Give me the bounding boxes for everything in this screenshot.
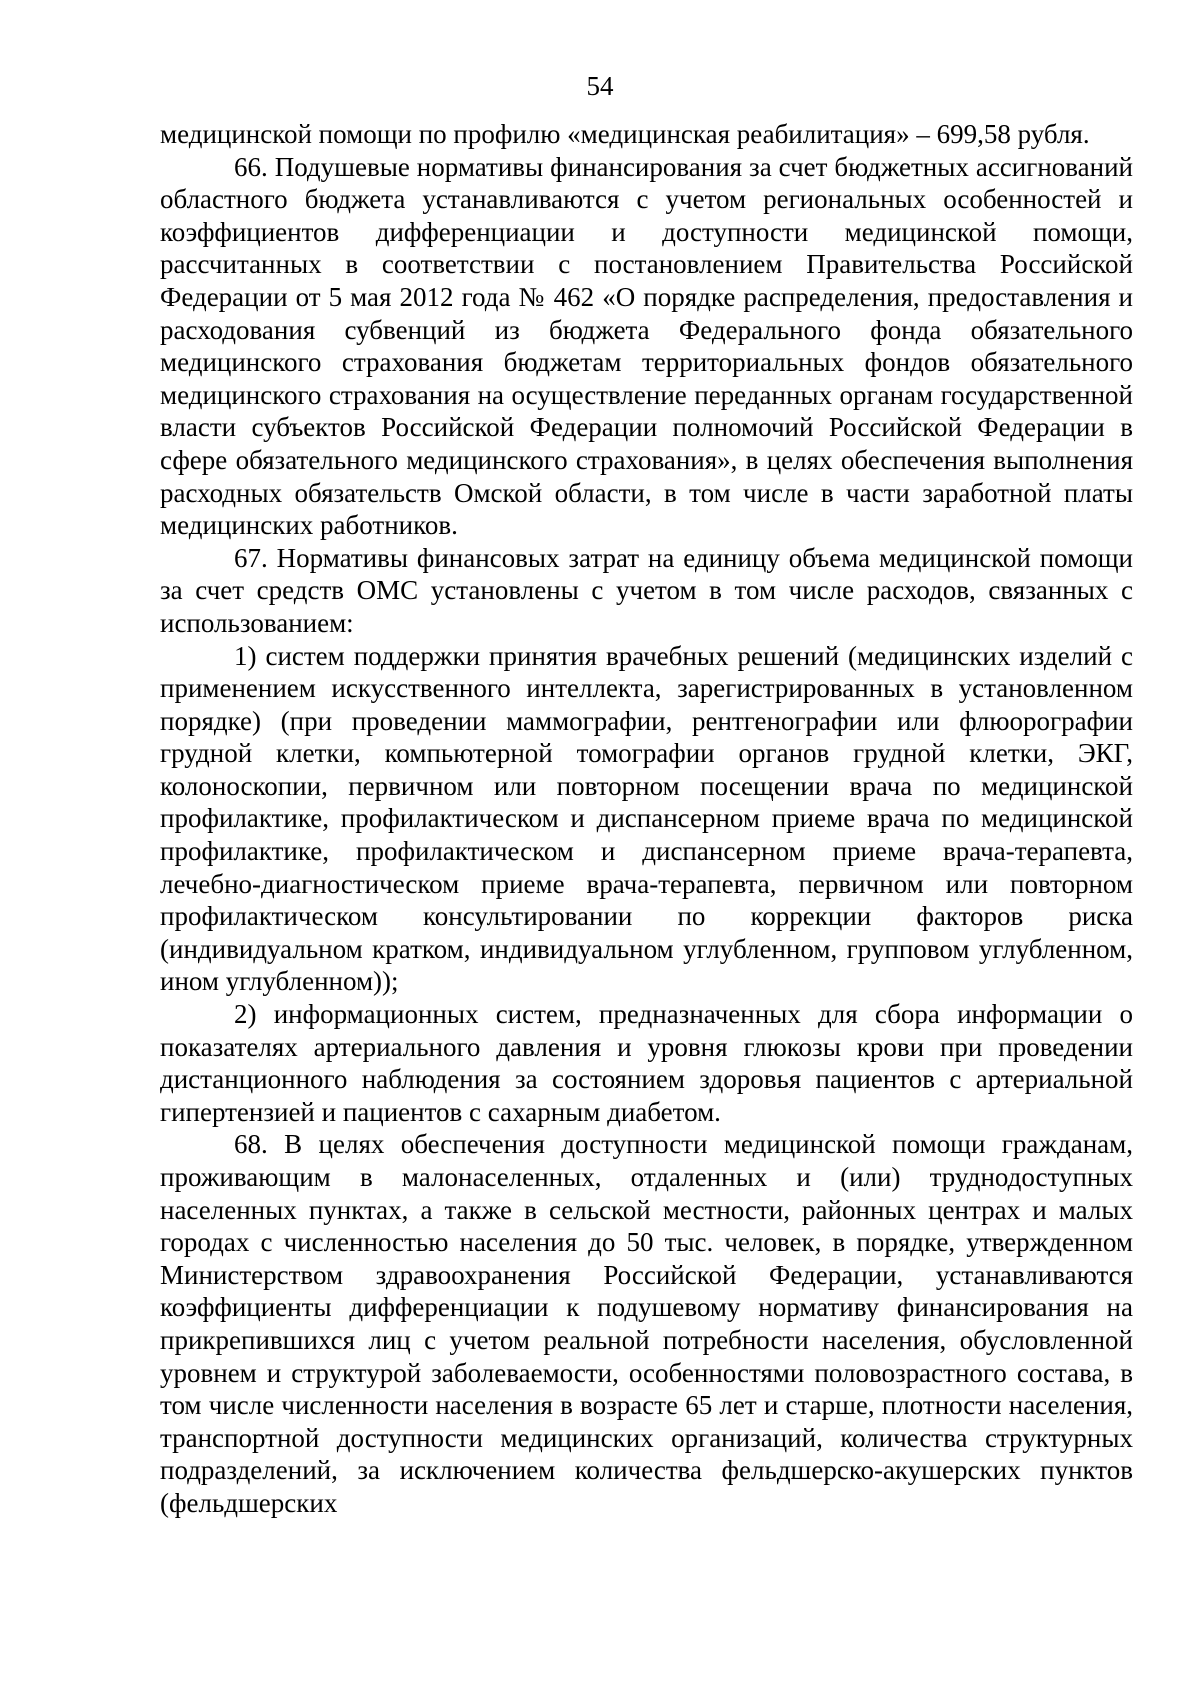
page-number: 54 (586, 71, 614, 101)
paragraph-68: 68. В целях обеспечения доступности медицинской помощи гражданам, проживающим в малонаселенных, отдаленных и (или) труднодоступных населенных пунктах, а также в сельской местности, районных центрах и малых городах с численностью населения до 50 тыс. человек, в порядке, утвержденном Министерством здравоохранения Российской Федерации, устанавливаются коэффициенты дифференциации к подушевому нормативу финансирования на прикрепившихся лиц с учетом реальной потребности населения, обусловленной уровнем и структурой заболеваемости, особенностями половозрастного состава, в том числе численности населения в возрасте 65 лет и старше, плотности населения, транспортной доступности медицинских организаций, количества структурных подразделений, за исключением количества фельдшерско-акушерских пунктов (фельдшерских (160, 1129, 1133, 1518)
paragraph-continuation: медицинской помощи по профилю «медицинская реабилитация» – 699,58 рубля. (160, 119, 1090, 149)
paragraph-66: 66. Подушевые нормативы финансирования за счет бюджетных ассигнований областного бюджета устанавливаются с учетом региональных особенностей и коэффициентов дифференциации и доступности медицинской помощи, рассчитанных в соответствии с постановлением Правительства Российской Федерации от 5 мая 2012 года № 462 «О порядке распределения, предоставления и расходования субвенций из бюджета Федерального фонда обязательного медицинского страхования бюджетам территориальных фондов обязательного медицинского страхования на осуществление переданных органам государственной власти субъектов Российской Федерации полномочий Российской Федерации в сфере обязательного медицинского страхования», в целях обеспечения выполнения расходных обязательств Омской области, в том числе в части заработной платы медицинских работников. (160, 151, 1133, 541)
paragraph-67-item-1: 1) систем поддержки принятия врачебных решений (медицинских изделий с применением искусственного интеллекта, зарегистрированных в установленном порядке) (при проведении маммографии, рентгенографии или флюорографии грудной клетки, компьютерной томографии органов грудной клетки, ЭКГ, колоноскопии, первичном или повторном посещении врача по медицинской профилактике, профилактическом и диспансерном приеме врача по медицинской профилактике, профилактическом и диспансерном приеме врача-терапевта, лечебно-диагностическом приеме врача-терапевта, первичном или повторном профилактическом консультировании по коррекции факторов риска (индивидуальном кратком, индивидуальном углубленном, групповом углубленном, ином углубленном)); (160, 640, 1133, 997)
paragraph-67-item-2: 2) информационных систем, предназначенных для сбора информации о показателях артериального давления и уровня глюкозы крови при проведении дистанционного наблюдения за состоянием здоровья пациентов с артериальной гипертензией и пациентов с сахарным диабетом. (160, 999, 1133, 1127)
document-body (160, 118, 1133, 1520)
paragraph-67: 67. Нормативы финансовых затрат на единицу объема медицинской помощи за счет средств ОМС установлены с учетом в том числе расходов, связанных с использованием: (160, 542, 1133, 638)
